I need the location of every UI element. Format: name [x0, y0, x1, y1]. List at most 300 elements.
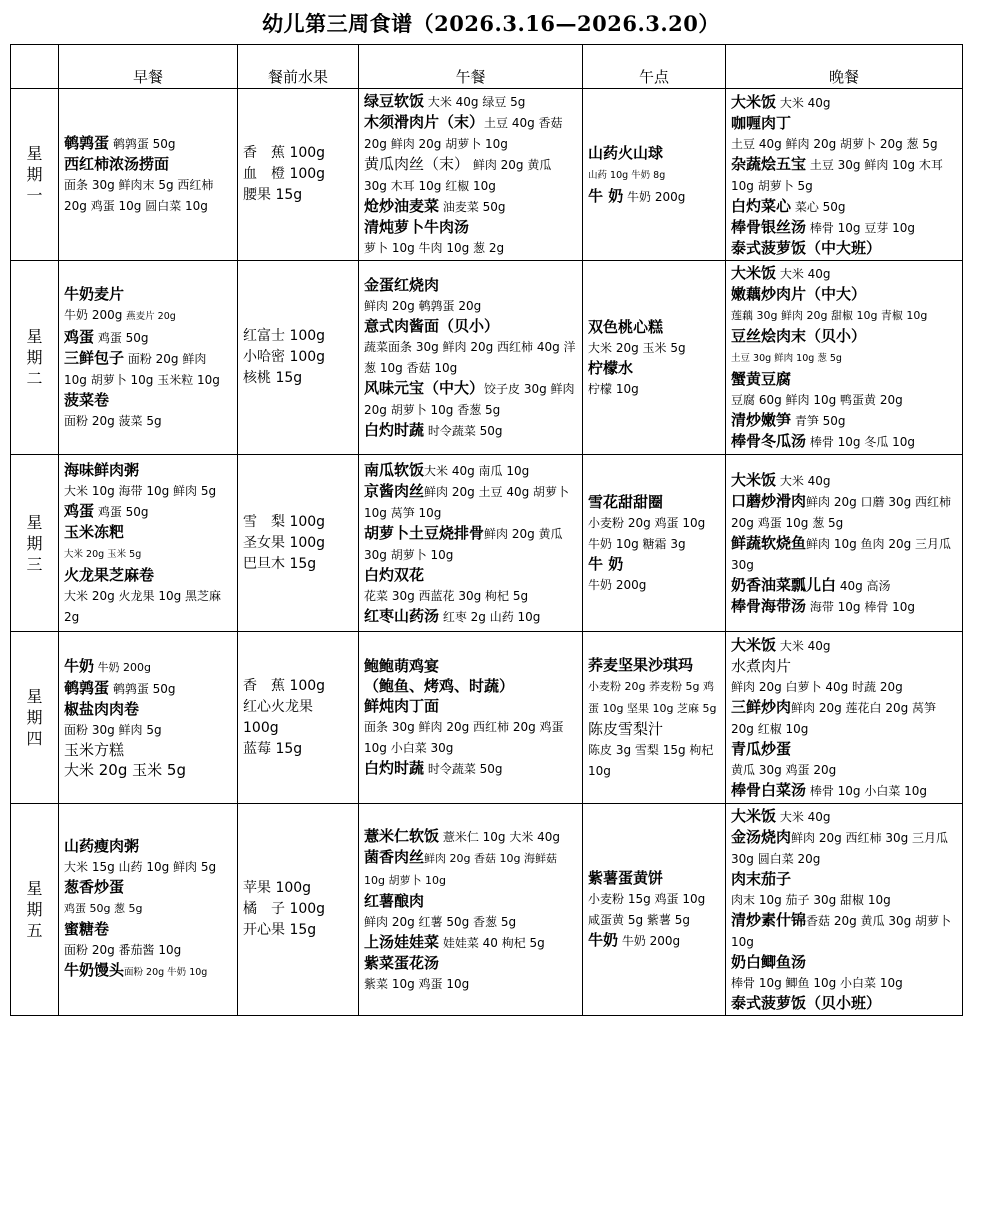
dish-line — [364, 847, 577, 891]
fruit-item: 巴旦木 15g — [243, 555, 317, 572]
dish-line — [64, 656, 232, 678]
dish-line — [588, 163, 720, 186]
dish-name: 山药瘦肉粥 — [64, 837, 140, 855]
day-row — [11, 632, 963, 804]
day-row — [11, 804, 963, 1016]
dish-ingredients: 大米 40g 南瓜 10g — [424, 463, 530, 478]
day-char: 期 — [26, 533, 43, 553]
dish-line — [731, 993, 957, 1013]
fruit-item: 红富士 100g — [243, 328, 326, 344]
dish-line — [588, 554, 720, 574]
dish-line — [731, 389, 957, 410]
dish-line — [731, 304, 957, 326]
dish-ingredients: 薏米仁 10g 大米 40g — [439, 829, 561, 844]
fruit-item: 圣女果 100g — [243, 534, 326, 551]
dish-line — [364, 91, 577, 112]
dinner-cell — [726, 804, 963, 1016]
dish-name: 玉米冻粑 — [64, 522, 125, 541]
day-char: 期 — [26, 348, 43, 367]
dish-name: 豆丝烩肉末（贝小） — [731, 327, 867, 345]
dish-name: 棒骨海带汤 — [731, 596, 807, 615]
fruit-item: 核桃 15g — [243, 370, 303, 386]
day-char: 期 — [26, 165, 43, 184]
dish-line — [731, 656, 957, 676]
day-label — [11, 261, 59, 455]
fruit-item: 腰果 15g — [243, 187, 303, 203]
dish-line — [731, 910, 957, 952]
fruit-item: 开心果 15g — [243, 922, 317, 938]
dish-ingredients: 土豆 30g 鲜肉 10g 葱 5g — [731, 353, 842, 364]
dish-ingredients: 鲜肉 20g 红薯 50g 香葱 5g — [364, 914, 517, 929]
dish-line — [64, 174, 232, 216]
dish-line — [588, 186, 720, 207]
dish-name: 大米饭 — [731, 807, 777, 825]
dish-line — [731, 491, 957, 533]
dish-name: 肉末茄子 — [731, 870, 792, 888]
dish-line — [588, 512, 720, 533]
dish-name: 菌香肉丝 — [364, 847, 425, 866]
dish-line — [588, 909, 720, 930]
dish-line — [731, 635, 957, 656]
lunch-cell — [359, 804, 583, 1016]
dish-name: 清炒嫩笋 — [731, 411, 792, 429]
dish-name: 大米饭 — [731, 635, 777, 654]
dish-name: 鲍鲍萌鸡宴 — [364, 657, 440, 675]
dish-line — [731, 346, 957, 369]
day-char: 一 — [26, 186, 43, 205]
dish-ingredients: 棒骨 10g 小白菜 10g — [806, 783, 928, 798]
dish-ingredients: 红枣 2g 山药 10g — [439, 609, 541, 624]
fruit-item: 红心火龙果 100g — [243, 698, 313, 736]
dish-line — [364, 932, 577, 953]
dish-line — [364, 196, 577, 217]
fruit-item: 苹果 100g — [243, 880, 312, 896]
dish-line — [364, 378, 577, 420]
page-title: 幼儿第三周食谱（2026.3.16—2026.3.20） — [262, 11, 720, 36]
dish-line — [64, 836, 232, 856]
dish-name: 鸡蛋 — [64, 328, 95, 346]
dish-line — [64, 939, 232, 960]
day-char: 四 — [26, 729, 43, 748]
dish-name: 金蛋红烧肉 — [364, 275, 440, 294]
dish-line — [731, 827, 957, 869]
dish-name: 牛 奶 — [588, 186, 624, 205]
dish-ingredients: 青笋 50g — [791, 414, 846, 428]
dish-name: 蟹黄豆腐 — [731, 370, 792, 388]
dinner-cell — [726, 632, 963, 804]
dish-ingredients: 大米 15g 山药 10g 鲜肉 5g — [64, 860, 217, 874]
dish-ingredients: 大米 40g — [776, 267, 831, 281]
dish-ingredients: 肉末 10g 茄子 30g 甜椒 10g — [731, 893, 891, 907]
dish-line — [731, 92, 957, 113]
dish-line — [64, 154, 232, 174]
dish-line — [64, 585, 232, 627]
fruit-cell — [238, 89, 359, 261]
dish-line — [731, 133, 957, 154]
dish-name: 葱香炒蛋 — [64, 878, 125, 896]
dish-name: 牛奶 — [64, 656, 95, 675]
dish-ingredients: 大米 40g 绿豆 5g — [424, 95, 526, 109]
dish-name: 木须滑肉片（末） — [364, 113, 485, 131]
dish-line — [364, 295, 577, 316]
dish-ingredients: 小麦粉 20g 荞麦粉 5g 鸡蛋 10g 坚果 10g 芝麻 5g — [588, 679, 717, 715]
day-row — [11, 89, 963, 261]
dish-line — [731, 263, 957, 284]
dish-line — [364, 237, 577, 258]
dish-name: 牛奶 — [588, 931, 619, 949]
dish-ingredients: 饺子皮 30g 鲜肉 20g 胡萝卜 10g 香葱 5g — [364, 381, 575, 417]
dish-name: 泰式菠萝饭（贝小班） — [731, 994, 882, 1012]
dish-line — [64, 522, 232, 542]
dish-ingredients: 棒骨 10g 鲫鱼 10g 小白菜 10g — [731, 976, 903, 990]
dish-line — [364, 606, 577, 627]
dish-line — [364, 420, 577, 441]
dish-ingredients: 柠檬 10g — [588, 381, 639, 396]
dish-name: 鲜炖肉丁面 — [364, 697, 440, 715]
dish-name: 南瓜软饭 — [364, 460, 425, 479]
dish-ingredients: 萝卜 10g 牛肉 10g 葱 2g — [364, 241, 505, 255]
dish-line — [364, 826, 577, 847]
dish-ingredients: 菜心 50g — [791, 199, 846, 214]
dish-line — [588, 358, 720, 378]
day-row — [11, 261, 963, 455]
fruit-item: 小哈密 100g — [243, 349, 326, 365]
dish-name: 黄瓜肉丝（末） — [364, 155, 470, 173]
dish-line — [731, 470, 957, 491]
dish-line — [731, 113, 957, 133]
dish-name: 三鲜包子 — [64, 349, 125, 367]
dish-ingredients: 豆腐 60g 鲜肉 10g 鸭蛋黄 20g — [731, 393, 903, 407]
dish-name: 白灼双花 — [364, 565, 425, 584]
dish-line — [64, 133, 232, 154]
dish-line — [731, 759, 957, 780]
dish-line — [364, 696, 577, 716]
dish-line — [364, 217, 577, 237]
dish-name: 海味鲜肉粥 — [64, 460, 140, 479]
dish-line — [731, 806, 957, 827]
dish-name: 上汤娃娃菜 — [364, 932, 440, 951]
dish-ingredients: 鸡蛋 50g — [94, 504, 149, 519]
dish-name: 山药火山球 — [588, 143, 664, 162]
dish-name: 鲜蔬软烧鱼 — [731, 533, 807, 552]
dish-line — [588, 378, 720, 399]
dish-line — [588, 719, 720, 739]
header-snack: 午点 — [583, 45, 726, 89]
dish-ingredients: 鲜肉 20g 黄瓜 30g 胡萝卜 10g — [364, 526, 563, 562]
dish-ingredients: 时令蔬菜 50g — [424, 423, 503, 438]
fruit-cell — [238, 261, 359, 455]
dish-line — [731, 217, 957, 238]
dish-ingredients: 大米 40g — [776, 638, 831, 653]
dish-ingredients: 花菜 30g 西蓝花 30g 枸杞 5g — [364, 588, 529, 603]
dish-line — [64, 760, 232, 780]
dish-name: 白灼菜心 — [731, 196, 792, 215]
dish-ingredients: 陈皮 3g 雪梨 15g 枸杞 10g — [588, 742, 714, 778]
day-row — [11, 455, 963, 632]
dish-name: 绿豆软饭 — [364, 92, 425, 110]
dish-ingredients: 鲜肉 20g 莲花白 20g 莴笋 20g 红椒 10g — [731, 700, 937, 736]
fruit-item: 香 蕉 100g — [243, 677, 326, 694]
dish-ingredients: 燕麦片 20g — [126, 311, 176, 322]
dish-line — [731, 196, 957, 217]
dish-line — [731, 596, 957, 617]
dish-name: 柠檬水 — [588, 358, 634, 377]
dish-name: 大米饭 — [731, 470, 777, 489]
fruit-item: 橘 子 100g — [243, 901, 326, 917]
dish-name: （鲍鱼、烤鸡、时蔬） — [364, 677, 515, 695]
dish-ingredients: 鲜肉 20g 白萝卜 40g 时蔬 20g — [731, 679, 903, 694]
dish-ingredients: 棒骨 10g 冬瓜 10g — [806, 435, 916, 449]
dish-line — [588, 317, 720, 337]
dish-line — [64, 740, 232, 760]
dinner-cell — [726, 455, 963, 632]
dish-line — [731, 676, 957, 697]
snack-cell — [583, 89, 726, 261]
dish-line — [64, 699, 232, 719]
dish-name: 风味元宝（中大） — [364, 378, 485, 397]
dish-line — [731, 869, 957, 889]
dish-ingredients: 面粉 20g 鲜肉 10g 胡萝卜 10g 玉米粒 10g — [64, 352, 220, 387]
dish-line — [64, 565, 232, 585]
dish-name: 西红柿浓汤捞面 — [64, 155, 170, 173]
dish-ingredients: 大米 20g 玉米 5g — [64, 548, 142, 560]
dish-name: 口蘑炒滑肉 — [731, 491, 807, 510]
breakfast-cell — [59, 261, 238, 455]
dish-line — [731, 238, 957, 258]
dinner-cell — [726, 89, 963, 261]
day-char: 星 — [26, 144, 43, 163]
breakfast-cell — [59, 455, 238, 632]
day-char: 星 — [26, 327, 43, 346]
dish-line — [731, 154, 957, 196]
dish-ingredients: 牛奶 200g — [618, 934, 681, 948]
dish-ingredients: 土豆 30g 鲜肉 10g 木耳 10g 胡萝卜 5g — [731, 157, 943, 193]
dish-name: 紫薯蛋黄饼 — [588, 869, 664, 887]
dish-ingredients: 牛奶 10g 糖霜 3g — [588, 536, 686, 551]
dish-ingredients: 面粉 20g 番茄酱 10g — [64, 943, 182, 957]
dish-name: 椒盐肉肉卷 — [64, 699, 140, 718]
dish-ingredients: 土豆 40g 鲜肉 20g 胡萝卜 20g 葱 5g — [731, 136, 938, 151]
dish-name: 荞麦坚果沙琪玛 — [588, 655, 694, 674]
dish-ingredients: 面粉 20g 牛奶 10g — [124, 967, 208, 978]
dinner-cell — [726, 261, 963, 455]
dish-line — [588, 337, 720, 358]
dish-name: 青瓜炒蛋 — [731, 739, 792, 758]
dish-ingredients: 土豆 40g 香菇 20g 鲜肉 20g 胡萝卜 10g — [364, 116, 563, 151]
dish-ingredients: 鹌鹑蛋 50g — [109, 137, 176, 151]
dish-name: 棒骨冬瓜汤 — [731, 432, 807, 450]
breakfast-cell — [59, 804, 238, 1016]
snack-cell — [583, 632, 726, 804]
dish-line — [731, 952, 957, 972]
dish-line — [64, 410, 232, 431]
dish-name: 红枣山药汤 — [364, 606, 440, 625]
dish-name: 清炒素什锦 — [731, 911, 807, 929]
dish-ingredients: 娃娃菜 40 枸杞 5g — [439, 935, 545, 950]
dish-name: 大米 20g 玉米 5g — [64, 760, 186, 779]
dish-name: 奶香油菜瓢儿白 — [731, 575, 837, 594]
dish-line — [364, 973, 577, 994]
dish-ingredients: 紫菜 10g 鸡蛋 10g — [364, 976, 470, 991]
dish-ingredients: 香菇 20g 黄瓜 30g 胡萝卜 10g — [731, 914, 952, 949]
dish-ingredients: 鲜肉 10g 鱼肉 20g 三月瓜 30g — [731, 536, 952, 572]
fruit-item: 血 橙 100g — [243, 166, 326, 182]
dish-line — [364, 716, 577, 758]
dish-line — [731, 284, 957, 304]
dish-line — [64, 480, 232, 501]
dish-line — [364, 112, 577, 154]
dish-name: 大米饭 — [731, 92, 777, 111]
dish-line — [64, 460, 232, 480]
dish-ingredients: 鹌鹑蛋 50g — [109, 681, 176, 696]
dish-line — [588, 675, 720, 719]
dish-ingredients: 蔬菜面条 30g 鲜肉 20g 西红柿 40g 洋葱 10g 香菇 10g — [364, 339, 576, 375]
header-day — [11, 45, 59, 89]
dish-ingredients: 鸡蛋 50g 葱 5g — [64, 902, 143, 915]
dish-name: 牛 奶 — [588, 554, 624, 573]
dish-ingredients: 大米 10g 海带 10g 鲜肉 5g — [64, 483, 217, 498]
dish-line — [364, 336, 577, 378]
dish-name: 牛奶馒头 — [64, 961, 125, 979]
dish-name: 火龙果芝麻卷 — [64, 565, 155, 584]
dish-ingredients: 大米 40g — [776, 95, 831, 110]
dish-name: 陈皮雪梨汁 — [588, 719, 664, 738]
dish-line — [364, 953, 577, 973]
dish-line — [64, 960, 232, 983]
dish-line — [588, 739, 720, 781]
dish-ingredients: 大米 20g 火龙果 10g 黑芝麻 2g — [64, 588, 222, 624]
dish-ingredients: 莲藕 30g 鲜肉 20g 甜椒 10g 青椒 10g — [731, 309, 928, 322]
day-char: 星 — [26, 879, 43, 898]
dish-ingredients: 黄瓜 30g 鸡蛋 20g — [731, 762, 837, 777]
dish-ingredients: 40g 高汤 — [836, 578, 891, 593]
day-label — [11, 455, 59, 632]
dish-name: 薏米仁软饭 — [364, 826, 440, 845]
dish-line — [64, 719, 232, 740]
dish-line — [364, 676, 577, 696]
day-char: 五 — [26, 921, 43, 940]
dish-line — [364, 656, 577, 676]
dish-ingredients: 海带 10g 棒骨 10g — [806, 599, 916, 614]
dish-name: 牛奶麦片 — [64, 285, 125, 303]
dish-ingredients: 大米 20g 玉米 5g — [588, 340, 686, 355]
dish-line — [731, 410, 957, 431]
dish-line — [64, 919, 232, 939]
fruit-cell — [238, 804, 359, 1016]
dish-line — [364, 911, 577, 932]
dish-name: 蜜糖卷 — [64, 920, 110, 938]
dish-name: 咖喱肉丁 — [731, 113, 792, 132]
dish-ingredients: 牛奶 200g — [588, 577, 647, 592]
dish-name: 金汤烧肉 — [731, 828, 792, 846]
dish-name: 棒骨银丝汤 — [731, 217, 807, 236]
day-label — [11, 89, 59, 261]
dish-line — [588, 143, 720, 163]
dish-name: 雪花甜甜圈 — [588, 492, 664, 511]
day-char: 二 — [26, 369, 43, 388]
dish-line — [64, 897, 232, 919]
dish-name: 紫菜蛋花汤 — [364, 953, 440, 972]
dish-line — [364, 460, 577, 481]
day-char: 三 — [26, 554, 43, 574]
fruit-cell — [238, 632, 359, 804]
dish-line — [364, 275, 577, 295]
dish-line — [731, 431, 957, 452]
header-lunch: 午餐 — [359, 45, 583, 89]
breakfast-cell — [59, 89, 238, 261]
fruit-item: 雪 梨 100g — [243, 513, 326, 530]
dish-name: 玉米方糕 — [64, 740, 125, 759]
dish-ingredients: 面条 30g 鲜肉 20g 西红柿 20g 鸡蛋 10g 小白菜 30g — [364, 720, 564, 755]
dish-line — [731, 697, 957, 739]
dish-ingredients: 小麦粉 15g 鸡蛋 10g — [588, 892, 706, 906]
dish-line — [64, 856, 232, 877]
dish-line — [364, 523, 577, 565]
dish-line — [364, 565, 577, 585]
dish-name: 鹌鹑蛋 — [64, 134, 110, 152]
dish-ingredients: 鲜肉 20g 香菇 10g 海鲜菇 10g 胡萝卜 10g — [364, 851, 557, 887]
dish-name: 泰式菠萝饭（中大班） — [731, 238, 882, 257]
dish-line — [731, 739, 957, 759]
dish-ingredients: 面条 30g 鲜肉末 5g 西红柿 20g 鸡蛋 10g 圆白菜 10g — [64, 178, 214, 213]
dish-line — [64, 390, 232, 410]
dish-ingredients: 牛奶 200g — [623, 189, 686, 204]
dish-ingredients: 鲜肉 20g 土豆 40g 胡萝卜 10g 莴笋 10g — [364, 484, 570, 520]
dish-line — [64, 327, 232, 348]
dish-ingredients: 面粉 30g 鲜肉 5g — [64, 722, 162, 737]
dish-line — [588, 492, 720, 512]
dish-ingredients: 咸蛋黄 5g 紫薯 5g — [588, 913, 690, 927]
dish-name: 杂蔬烩五宝 — [731, 154, 807, 173]
dish-ingredients: 时令蔬菜 50g — [424, 762, 503, 776]
lunch-cell — [359, 261, 583, 455]
dish-line — [64, 348, 232, 390]
dish-ingredients: 鲜肉 20g 黄瓜 30g 木耳 10g 红椒 10g — [364, 158, 552, 193]
dish-line — [64, 284, 232, 304]
dish-line — [64, 678, 232, 699]
dish-ingredients: 鲜肉 20g 鹌鹑蛋 20g — [364, 298, 482, 313]
dish-name: 菠菜卷 — [64, 391, 110, 409]
dish-line — [588, 533, 720, 554]
dish-line — [588, 655, 720, 675]
dish-ingredients: 大米 40g — [776, 810, 831, 824]
dish-line — [364, 758, 577, 779]
dish-line — [364, 481, 577, 523]
header-breakfast: 早餐 — [59, 45, 238, 89]
lunch-cell — [359, 89, 583, 261]
fruit-cell — [238, 455, 359, 632]
dish-line — [731, 972, 957, 993]
dish-line — [588, 930, 720, 951]
dish-line — [731, 326, 957, 346]
dish-name: 水煮肉片 — [731, 656, 792, 675]
dish-line — [364, 891, 577, 911]
dish-line — [588, 868, 720, 888]
dish-line — [64, 304, 232, 327]
dish-name: 双色桃心糕 — [588, 317, 664, 336]
dish-line — [64, 542, 232, 565]
dish-name: 白灼时蔬 — [364, 759, 425, 777]
dish-line — [64, 501, 232, 522]
lunch-cell — [359, 455, 583, 632]
dish-line — [731, 889, 957, 910]
header-fruit: 餐前水果 — [238, 45, 359, 89]
dish-name: 清炖萝卜牛肉汤 — [364, 218, 470, 236]
day-label — [11, 632, 59, 804]
dish-ingredients: 小麦粉 20g 鸡蛋 10g — [588, 515, 706, 530]
dish-name: 意式肉酱面（贝小） — [364, 316, 500, 335]
dish-line — [364, 585, 577, 606]
